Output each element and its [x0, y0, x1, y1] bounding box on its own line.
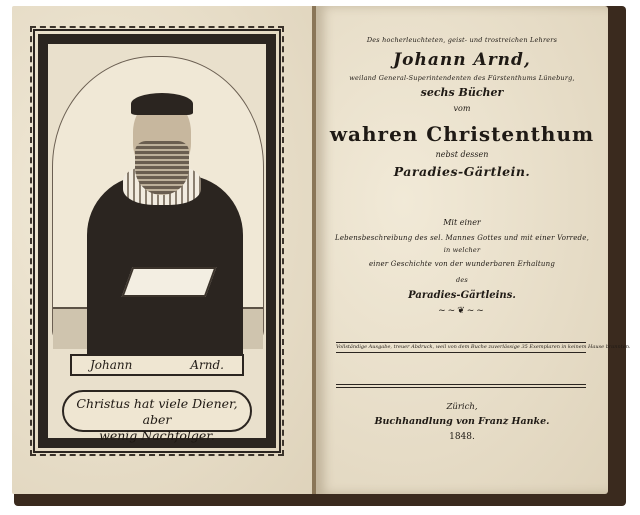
rule-top: [336, 384, 586, 385]
author-name: Johann Arnd,: [393, 50, 531, 70]
nebst-line: nebst dessen: [435, 150, 489, 159]
rule-top-2: [336, 387, 586, 388]
main-title: wahren Christenthum: [329, 122, 595, 146]
nameplate-first: Johann: [90, 358, 133, 372]
portrait-nameplate: [70, 354, 244, 376]
mit-line: Mit einer: [443, 218, 481, 227]
des-line: des: [456, 276, 468, 284]
in-welcher-line: in welcher: [443, 246, 481, 254]
publisher-line: Buchhandlung von Franz Hanke.: [374, 416, 550, 427]
figure-beard: [135, 141, 189, 195]
edition-band: Vollständige Ausgabe, treuer Abdruck, weil von dem Buche zuverlässige 35 Exemplaren in keinem Hause brannten.: [336, 342, 586, 353]
garden-title: Paradies-Gärtlein.: [393, 164, 531, 179]
office-line: weiland General-Superintendenten des Fürstenthums Lüneburg,: [349, 74, 575, 82]
garden-title-2: Paradies-Gärtleins.: [408, 290, 516, 301]
city-line: Zürich,: [446, 402, 478, 412]
ornament-divider: ~~❦~~: [438, 306, 486, 316]
portrait-engraving: [52, 56, 264, 348]
title-page-text: [316, 6, 631, 494]
motto-cartouche: [62, 390, 252, 443]
year-line: 1848.: [449, 432, 475, 442]
motto-line-2: wenig Nachfolger.: [99, 428, 215, 443]
motto-line-1: Christus hat viele Diener, aber: [76, 396, 238, 427]
nameplate-last: Arnd.: [190, 358, 224, 372]
geschichte-line: einer Geschichte von der wunderbaren Erhaltung: [368, 260, 556, 268]
open-book: [122, 267, 217, 297]
figure-cap: [131, 93, 193, 115]
books-line: sechs Bücher: [420, 86, 504, 99]
vom-line: vom: [453, 104, 471, 113]
bio-line: Lebensbeschreibung des sel. Mannes Gottes und mit einer Vorrede,: [334, 234, 590, 242]
intro-line: Des hocherleuchteten, geist- und trostreichen Lehrers: [366, 36, 558, 44]
